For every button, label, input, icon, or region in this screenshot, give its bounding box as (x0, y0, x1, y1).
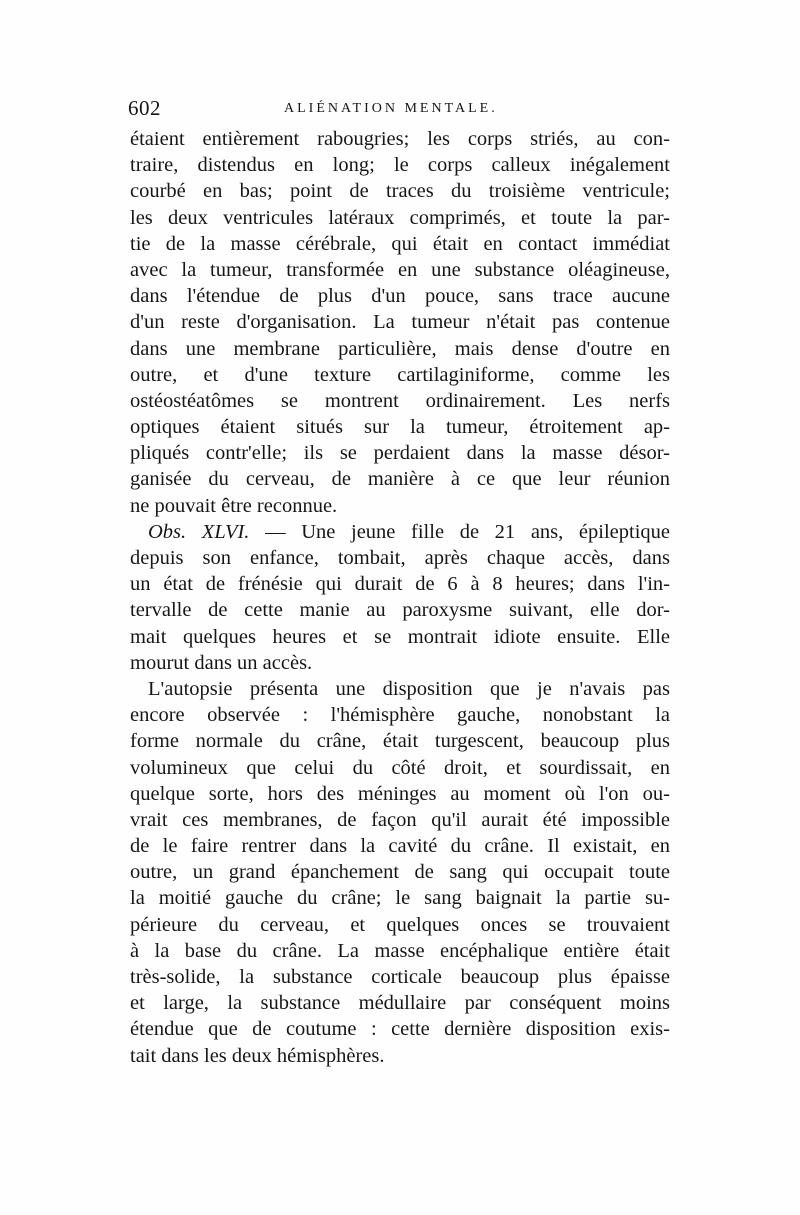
text-line: L'autopsie présenta une disposition que je n'avais pas (148, 677, 670, 700)
text-line: la moitié gauche du crâne; le sang baignait la partie su- (130, 887, 670, 910)
text-line: vrait ces membranes, de façon qu'il aurait été impossible (130, 808, 670, 831)
running-head (128, 96, 668, 124)
text-line: dans l'étendue de plus d'un pouce, sans trace aucune (130, 285, 670, 308)
observation-label: Obs. XLVI. (148, 520, 250, 543)
text-line: forme normale du crâne, était turgescent, beaucoup plus (130, 730, 670, 753)
text-line: optiques étaient situés sur la tumeur, étroitement ap- (130, 416, 670, 439)
text-line: tait dans les deux hémisphères. (130, 1044, 385, 1067)
page-number: 602 (128, 96, 161, 120)
body-text (130, 126, 670, 1069)
running-title: ALIÉNATION MENTALE. (284, 101, 498, 116)
text-line: traire, distendus en long; le corps calleux inégalement (130, 154, 670, 177)
text-line: de le faire rentrer dans la cavité du crâne. Il existait, en (130, 835, 670, 858)
text-line: avec la tumeur, transformée en une substance oléagineuse, (130, 258, 670, 281)
text-line: volumineux que celui du côté droit, et sourdissait, en (130, 756, 670, 779)
text-line: les deux ventricules latéraux comprimés, et toute la par- (130, 206, 670, 229)
text-line: très-solide, la substance corticale beaucoup plus épaisse (130, 966, 670, 988)
text-line: dans une membrane particulière, mais dense d'outre en (130, 337, 670, 360)
text-line: ganisée du cerveau, de manière à ce que leur réunion (130, 468, 670, 491)
text-line: un état de frénésie qui durait de 6 à 8 heures; dans l'in- (130, 573, 670, 596)
text-line: outre, un grand épanchement de sang qui occupait toute (130, 861, 670, 884)
text-line: étaient entièrement rabougries; les corps striés, au con- (130, 128, 670, 150)
text-line: tie de la masse cérébrale, qui était en contact immédiat (130, 232, 670, 255)
text-line: tervalle de cette manie au paroxysme suivant, elle dor- (130, 599, 670, 622)
text-line: et large, la substance médullaire par conséquent moins (130, 992, 670, 1015)
text-line: étendue que de coutume : cette dernière disposition exis- (130, 1018, 670, 1041)
observation-first-line: — Une jeune fille de 21 ans, épileptique (249, 520, 670, 543)
text-line: courbé en bas; point de traces du troisième ventricule; (130, 180, 670, 203)
text-line: mourut dans un accès. (130, 651, 313, 674)
text-line: outre, et d'une texture cartilaginiforme, comme les (130, 363, 670, 386)
text-line: depuis son enfance, tombait, après chaque accès, dans (130, 547, 670, 569)
text-line: ne pouvait être reconnue. (130, 494, 338, 517)
text-line: pliqués contr'elle; ils se perdaient dans la masse désor- (130, 442, 670, 465)
text-line: à la base du crâne. La masse encéphalique entière était (130, 939, 670, 962)
text-line: ostéostéatômes se montrent ordinairement. Les nerfs (130, 389, 670, 412)
text-line: mait quelques heures et se montrait idiote ensuite. Elle (130, 625, 670, 648)
observation-heading-line (130, 519, 670, 545)
text-line: périeure du cerveau, et quelques onces se trouvaient (130, 913, 670, 936)
text-line: d'un reste d'organisation. La tumeur n'était pas contenue (130, 311, 670, 334)
text-line: encore observée : l'hémisphère gauche, nonobstant la (130, 704, 670, 727)
text-line: quelque sorte, hors des méninges au moment où l'on ou- (130, 782, 670, 805)
